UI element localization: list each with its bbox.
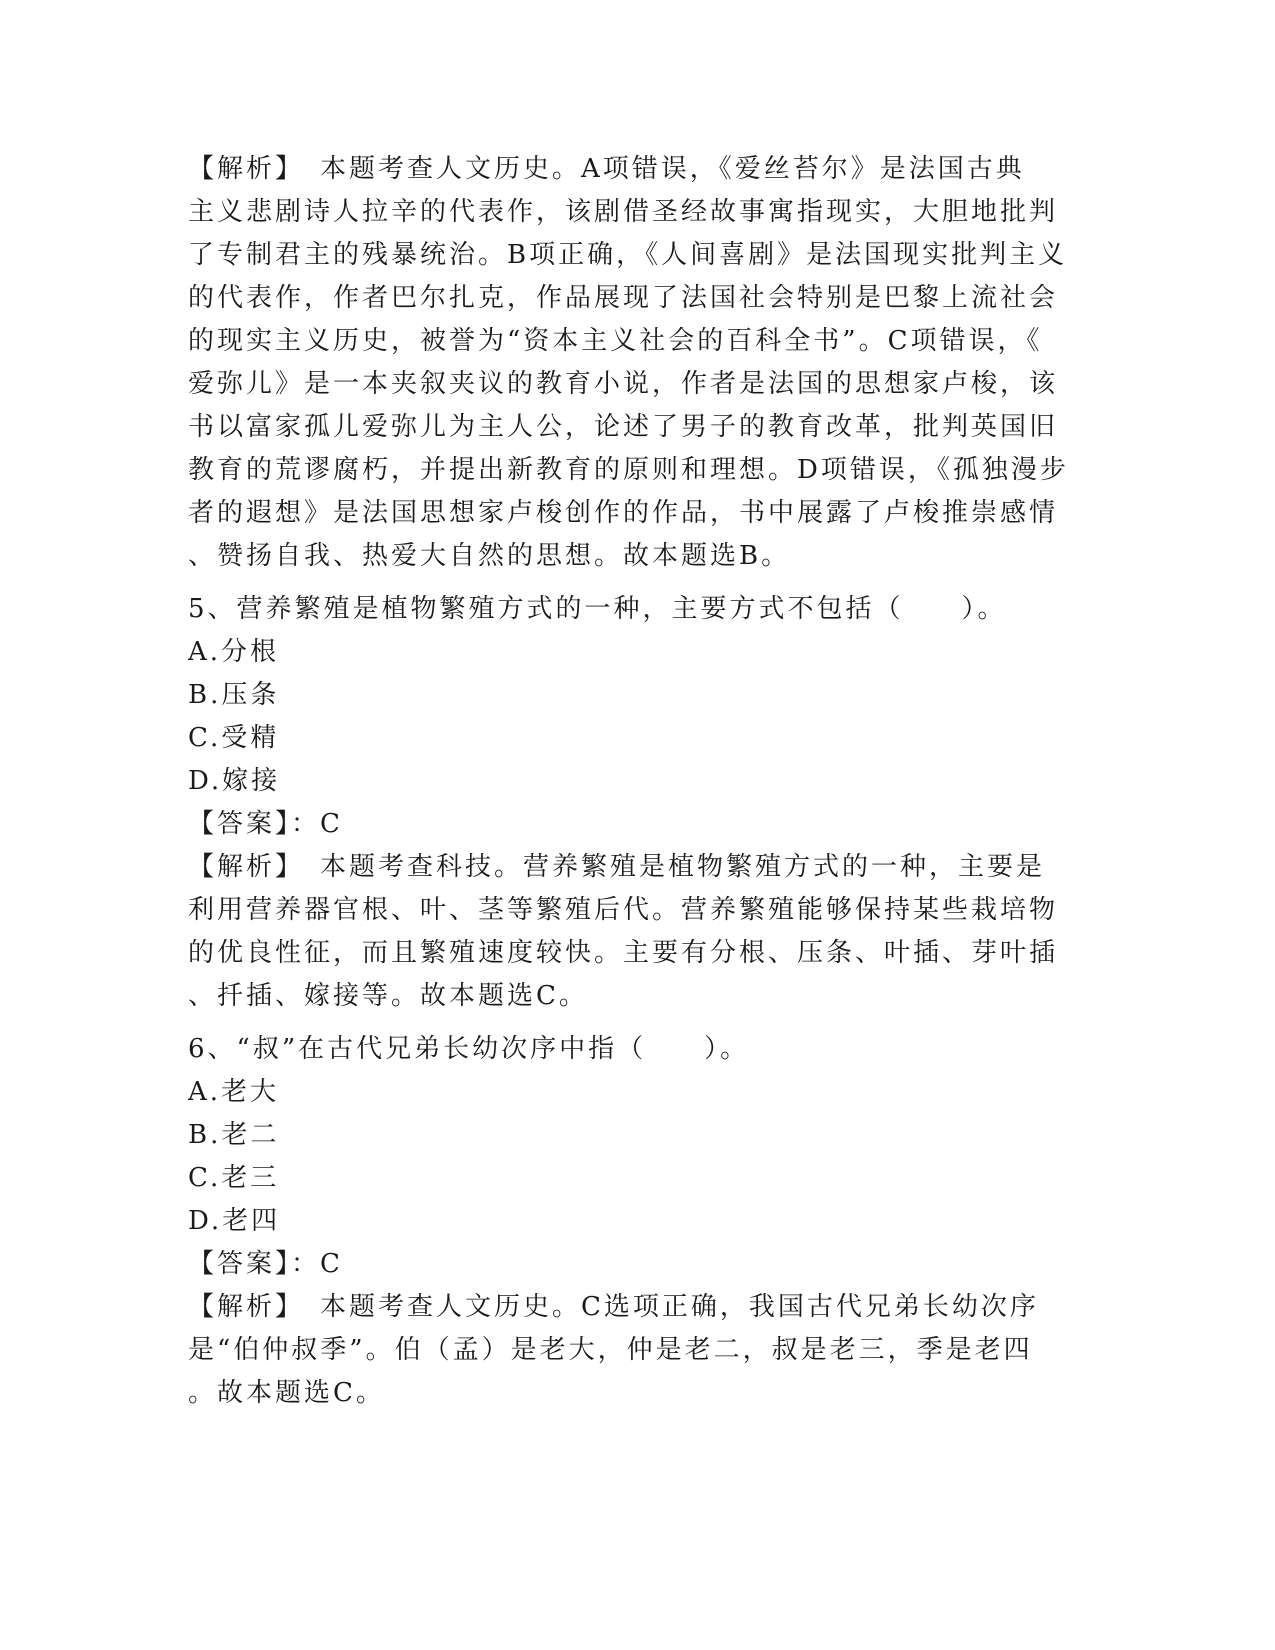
- question-6: [188, 1028, 1088, 1415]
- analysis-line: 【解析】 本题考查科技。营养繁殖是植物繁殖方式的一种，主要是: [188, 852, 1046, 882]
- analysis-line: 、赞扬自我、热爱大自然的思想。故本题选B。: [188, 541, 791, 571]
- option-c: C.受精: [188, 723, 280, 753]
- spacer: [188, 578, 1088, 588]
- analysis-line: 的代表作，作者巴尔扎克，作品展现了法国社会特别是巴黎上流社会: [188, 283, 1059, 313]
- analysis-line: 书以富家孤儿爱弥儿为主人公，论述了男子的教育改革，批判英国旧: [188, 412, 1059, 442]
- analysis-line: 利用营养器官根、叶、茎等繁殖后代。营养繁殖能够保持某些栽培物: [188, 895, 1059, 925]
- analysis-line: 。故本题选C。: [188, 1378, 385, 1408]
- analysis-line: 者的遐想》是法国思想家卢梭创作的作品，书中展露了卢梭推崇感情: [188, 498, 1059, 528]
- spacer: [188, 1018, 1088, 1028]
- analysis-line: 的现实主义历史，被誉为“资本主义社会的百科全书”。C项错误，《: [188, 326, 1043, 356]
- option-b: B.老二: [188, 1120, 280, 1150]
- analysis-line: 的优良性征，而且繁殖速度较快。主要有分根、压条、叶插、芽叶插: [188, 938, 1059, 968]
- analysis-line: 、扦插、嫁接等。故本题选C。: [188, 981, 588, 1011]
- analysis-line: 了专制君主的残暴统治。B项正确，《人间喜剧》是法国现实批判主义: [188, 240, 1068, 270]
- answer-line: 【答案】：C: [188, 809, 343, 839]
- option-d: D.嫁接: [188, 766, 281, 796]
- question-5: [188, 588, 1088, 1018]
- question-text: 6、“叔”在古代兄弟长幼次序中指（ ）。: [188, 1034, 750, 1064]
- prev-analysis-block: [188, 148, 1088, 578]
- analysis-line: 【解析】 本题考查人文历史。A项错误，《爱丝苔尔》是法国古典: [188, 154, 1025, 184]
- option-c: C.老三: [188, 1163, 280, 1193]
- analysis-line: 爱弥儿》是一本夹叙夹议的教育小说，作者是法国的思想家卢梭，该: [188, 369, 1059, 399]
- option-d: D.老四: [188, 1206, 281, 1236]
- option-b: B.压条: [188, 680, 280, 710]
- answer-line: 【答案】：C: [188, 1249, 343, 1279]
- analysis-line: 是“伯仲叔季”。伯（孟）是老大，仲是老二，叔是老三，季是老四: [188, 1335, 1033, 1365]
- option-a: A.老大: [188, 1077, 280, 1107]
- question-text: 5、营养繁殖是植物繁殖方式的一种，主要方式不包括（ ）。: [188, 594, 1007, 624]
- analysis-line: 主义悲剧诗人拉辛的代表作，该剧借圣经故事寓指现实，大胆地批判: [188, 197, 1059, 227]
- analysis-line: 【解析】 本题考查人文历史。C选项正确，我国古代兄弟长幼次序: [188, 1292, 1039, 1322]
- analysis-line: 教育的荒谬腐朽，并提出新教育的原则和理想。D项错误，《孤独漫步: [188, 455, 1069, 485]
- page-content: [188, 148, 1088, 1415]
- option-a: A.分根: [188, 637, 280, 667]
